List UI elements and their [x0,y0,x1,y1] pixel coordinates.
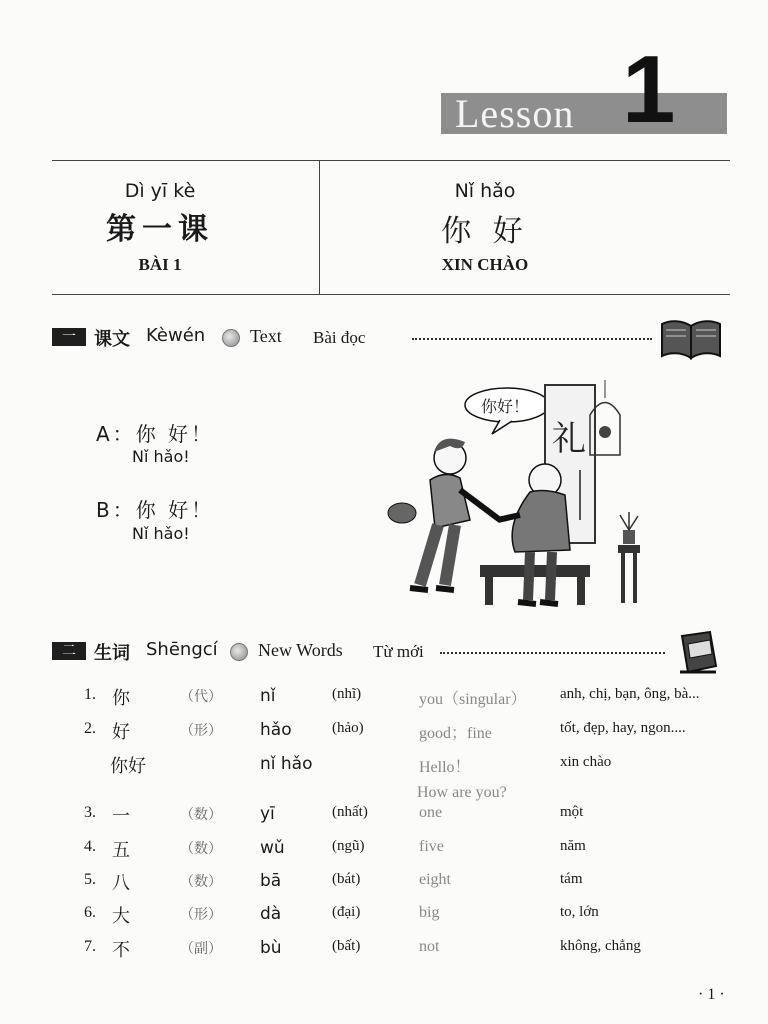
dialogue-line-b [96,494,214,523]
bullet-dot-icon [222,329,240,347]
vocab-pos: （副） [180,941,222,957]
vocab-english: five [419,838,444,855]
lesson-title-viet: BÀI 1 [138,255,182,274]
dialogue-pinyin: Nǐ hǎo! [132,524,190,543]
vocab-english: big [419,904,440,921]
vocab-pinyin: wǔ [260,838,285,858]
vocab-viet: một [560,804,584,820]
speaker-label: B： [96,498,136,522]
vocab-pinyin: hǎo [260,720,292,740]
vocab-english: one [419,804,443,821]
topic-title-hanzi: 你 好 [441,214,529,249]
title-divider [319,160,320,294]
dialogue-hanzi: 你 好！ [135,422,215,446]
section2-leader-dots [440,652,665,654]
page-number: · 1 · [698,986,725,1003]
vocab-pinyin: bù [260,938,282,958]
lesson-title-pinyin: Dì yī kè [124,180,196,202]
vocab-pos: （形） [180,723,222,739]
vocab-number: 6. [84,904,96,921]
vocab-viet: năm [560,838,586,854]
vocab-viet: xin chào [560,754,612,770]
vocab-viet: anh, chị, bạn, ông, bà... [560,686,700,702]
svg-text:礼: 礼 [552,419,586,459]
section2-title-zh: 生词 [94,643,130,664]
vocab-hanzi: 好 [112,722,130,743]
section1-marker: 一 [52,328,86,346]
section1-title-vi: Bài đọc [313,328,366,347]
vocab-hanzi: 你好 [110,756,146,777]
section2-marker: 二 [52,642,86,660]
section2-title-en: New Words [258,640,343,660]
vocab-number: 3. [84,804,96,821]
vocab-han-viet: (nhất) [332,804,368,820]
section1-title-en: Text [250,326,282,346]
vocab-english: not [419,938,440,955]
section1-title-zh: 课文 [94,329,130,350]
vocab-pos: （形） [180,907,222,923]
vocab-viet: to, lớn [560,904,599,920]
vocab-han-viet: (bát) [332,871,361,887]
vocab-pos: （数） [180,807,222,823]
vocab-hanzi: 一 [112,806,130,827]
title-bottom-rule [52,294,730,295]
vocab-number: 7. [84,938,96,955]
vocab-pos: （代） [180,689,222,705]
section1-title-pinyin: Kèwén [146,325,206,346]
vocab-hanzi: 八 [112,873,130,894]
speaker-label: A： [96,422,136,446]
vocab-hanzi: 不 [112,940,130,961]
vocab-english-alt: How are you? [417,784,507,801]
vocab-viet: tốt, đẹp, hay, ngon.... [560,720,686,736]
notebook-icon [676,630,720,674]
topic-title-pinyin: Nǐ hǎo [454,180,516,202]
speech-bubble-text: 你好！ [481,397,530,416]
vocab-pinyin: dà [260,904,282,924]
bullet-dot-icon [230,643,248,661]
section2-title-pinyin: Shēngcí [146,639,218,660]
dialogue-line-a [96,418,214,447]
vocab-number: 2. [84,720,96,737]
lesson-title-hanzi: 第一课 [106,212,214,247]
vocab-hanzi: 五 [112,840,130,861]
vocab-number: 1. [84,686,96,703]
vocab-han-viet: (đại) [332,904,361,920]
vocab-han-viet: (bất) [332,938,361,954]
vocab-pos: （数） [180,874,222,890]
lesson-label: Lesson [455,91,575,136]
vocab-pinyin: nǐ [260,686,276,706]
section1-leader-dots [412,338,652,340]
vocab-han-viet: (hảo) [332,720,364,736]
vocab-english: good；fine [419,725,492,742]
vocab-english: you（singular） [419,691,527,708]
dialogue-pinyin: Nǐ hǎo! [132,447,190,466]
vocab-number: 5. [84,871,96,888]
vocab-han-viet: (ngũ) [332,838,365,854]
vocab-hanzi: 大 [112,906,130,927]
vocab-english: eight [419,871,451,888]
book-icon [660,318,722,362]
dialogue-hanzi: 你 好！ [135,498,215,522]
vocab-pos: （数） [180,841,222,857]
section2-title-vi: Từ mới [373,642,424,661]
title-top-rule [52,160,730,161]
vocab-pinyin: nǐ hǎo [260,754,313,774]
lesson-number: 1 [622,36,676,143]
vocab-pinyin: bā [260,871,282,891]
vocab-pinyin: yī [260,804,275,824]
vocab-han-viet: (nhĩ) [332,686,362,702]
vocab-viet: không, chẳng [560,938,641,954]
topic-title-viet: XIN CHÀO [441,255,529,274]
vocab-number: 4. [84,838,96,855]
vocab-viet: tám [560,871,583,887]
vocab-english: Hello！ [419,759,471,776]
vocab-hanzi: 你 [112,688,130,709]
